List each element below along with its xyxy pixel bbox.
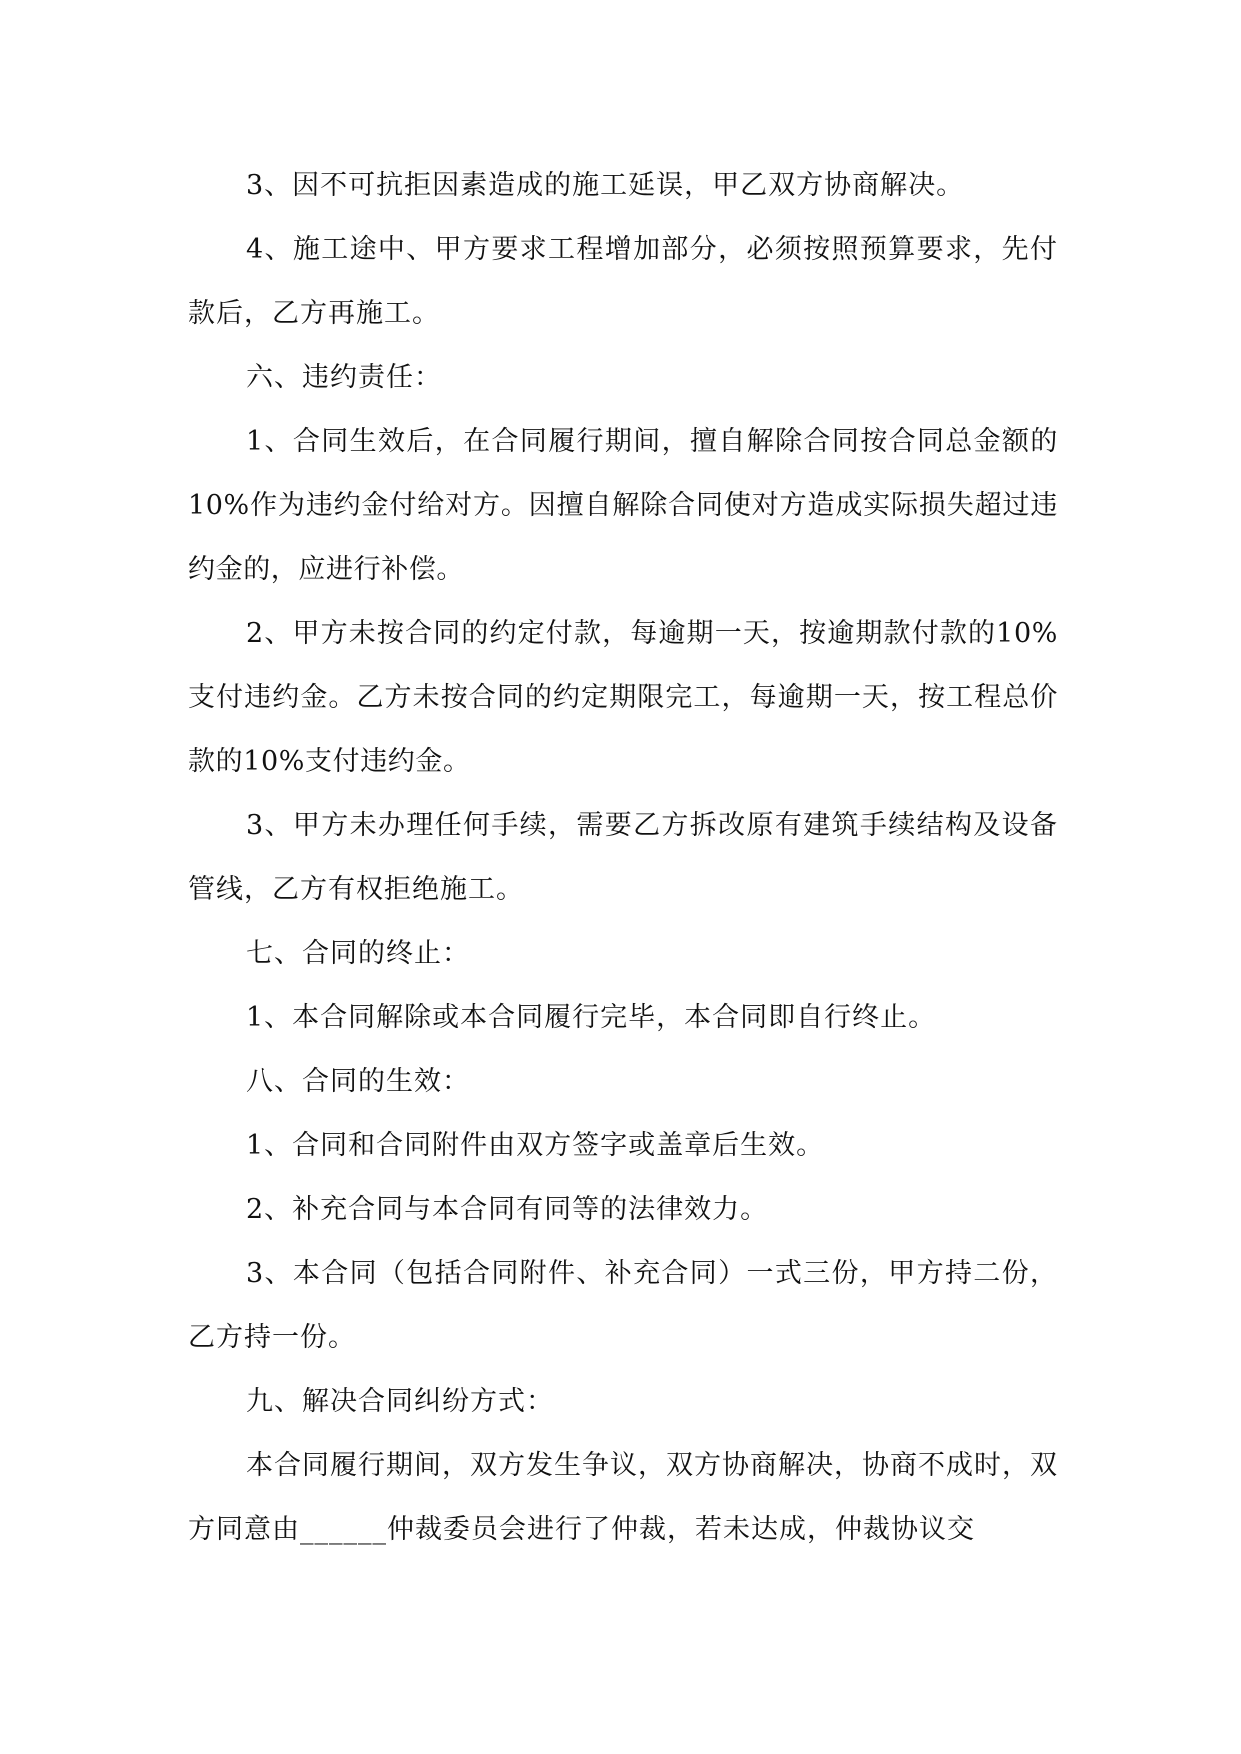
paragraph-signature-effect: 1、合同和合同附件由双方签字或盖章后生效。 bbox=[246, 1130, 825, 1161]
section-heading-dispute-resolution: 九、解决合同纠纷方式： bbox=[246, 1386, 554, 1417]
section-heading-termination: 七、合同的终止： bbox=[246, 938, 470, 969]
paragraph-refuse-construction: 3、甲方未办理任何手续，需要乙方拆改原有建筑手续结构及设备管线，乙方有权拒绝施工。 bbox=[188, 810, 1058, 905]
paragraph-additional-work-payment: 4、施工途中、甲方要求工程增加部分，必须按照预算要求，先付款后，乙方再施工。 bbox=[188, 234, 1058, 329]
paragraph-copies: 3、本合同（包括合同附件、补充合同）一式三份，甲方持二份，乙方持一份。 bbox=[188, 1258, 1058, 1353]
section-heading-effectiveness: 八、合同的生效： bbox=[246, 1066, 470, 1097]
document-body bbox=[188, 154, 1058, 1562]
paragraph-arbitration: 本合同履行期间，双方发生争议，双方协商解决，协商不成时，双方同意由______仲裁委员会进行了仲裁，若未达成，仲裁协议交 bbox=[188, 1450, 1058, 1545]
paragraph-contract-end: 1、本合同解除或本合同履行完毕，本合同即自行终止。 bbox=[246, 1002, 937, 1033]
paragraph-force-majeure-delay: 3、因不可抗拒因素造成的施工延误，甲乙双方协商解决。 bbox=[246, 170, 965, 201]
paragraph-late-payment-penalty: 2、甲方未按合同的约定付款，每逾期一天，按逾期款付款的10%支付违约金。乙方未按合同的约定期限完工，每逾期一天，按工程总价款的10%支付违约金。 bbox=[188, 618, 1058, 777]
paragraph-unilateral-termination-penalty: 1、合同生效后，在合同履行期间，擅自解除合同按合同总金额的10%作为违约金付给对方。因擅自解除合同使对方造成实际损失超过违约金的，应进行补偿。 bbox=[188, 426, 1058, 585]
section-heading-breach-liability: 六、违约责任： bbox=[246, 362, 442, 393]
paragraph-supplementary-contract: 2、补充合同与本合同有同等的法律效力。 bbox=[246, 1194, 769, 1225]
